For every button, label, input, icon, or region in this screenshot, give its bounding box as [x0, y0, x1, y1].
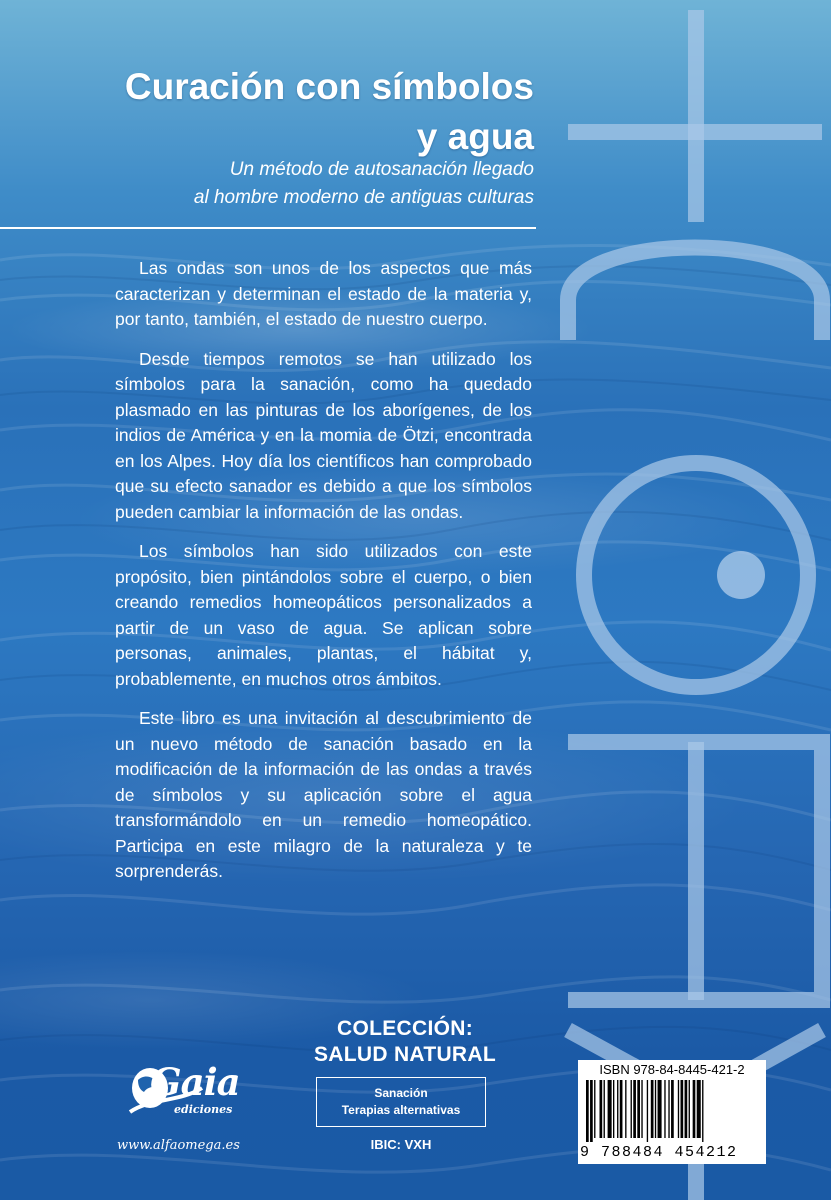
barcode-bar	[685, 1080, 688, 1138]
publisher-website: www.alfaomega.es	[117, 1138, 240, 1153]
book-subtitle	[14, 156, 534, 212]
barcode-bar	[625, 1080, 626, 1138]
category-1: Sanación	[374, 1086, 428, 1100]
subtitle-line-1: Un método de autosanación llegado	[229, 159, 534, 180]
barcode-bar	[631, 1080, 632, 1138]
barcode-bar	[658, 1080, 662, 1138]
blurb-paragraph-2: Desde tiempos remotos se han utilizado los símbolos para la sanación, como ha quedado plasmado en las pinturas de los aborígenes, de los indios de América y en la momia de Ötzi, encontrada en los Alpes. Hoy día los científicos han comprobado que su efecto sanador es debido a que los símbolos pueden cambiar la información de las ondas.	[115, 348, 532, 522]
barcode-bar	[600, 1080, 603, 1138]
barcode-bar	[617, 1080, 618, 1138]
barcode-bar	[651, 1080, 654, 1138]
subtitle-line-2: al hombre moderno de antiguas culturas	[193, 187, 534, 208]
collection-label	[282, 1016, 528, 1068]
barcode-bar	[689, 1080, 690, 1138]
barcode-bar	[637, 1080, 640, 1138]
barcode-bar	[678, 1080, 679, 1138]
barcode-bar	[671, 1080, 674, 1138]
blurb-paragraph-1: Las ondas son unos de los aspectos que más caracterizan y determinan el estado de la materia y, por tanto, también, el estado de nuestro cuerpo.	[115, 258, 532, 329]
blurb-paragraph-4: Este libro es una invitación al descubrimiento de un nuevo método de sanación basado en la modificación de la información de las ondas a través de símbolos y su aplicación sobre el agua transformándolo en un remedio homeopático. Participa en este milagro de la naturaleza y te sorprenderás.	[115, 708, 532, 881]
title-line-1: Curación con símbolos	[124, 66, 534, 107]
isbn-text: ISBN 978-84-8445-421-2	[599, 1062, 745, 1077]
publisher-logo-subtitle: ediciones	[174, 1103, 233, 1116]
barcode-bar	[668, 1080, 669, 1138]
barcode-bar	[655, 1080, 656, 1138]
blurb	[115, 256, 532, 899]
barcode-bar	[594, 1080, 595, 1138]
barcode-bar	[702, 1080, 703, 1142]
barcode-bar	[633, 1080, 636, 1138]
barcode-bar	[681, 1080, 684, 1138]
isbn-barcode	[578, 1060, 766, 1164]
barcode-bar	[697, 1080, 701, 1138]
barcode-bar	[590, 1080, 593, 1142]
blurb-paragraph-3: Los símbolos han sido utilizados con este propósito, bien pintándolos sobre el cuerpo, o bien creando remedios homeopáticos personalizados a partir de un vaso de agua. Se aplican sobre personas, animales, plantas, el hábitat y, probablemente, en muchos otros ámbitos.	[115, 541, 532, 689]
barcode-bar	[647, 1080, 648, 1142]
title-line-2: y agua	[416, 116, 534, 157]
collection-line-1: COLECCIÓN:	[337, 1017, 473, 1040]
barcode-bar	[664, 1080, 665, 1138]
barcode-bar	[604, 1080, 605, 1138]
book-title	[14, 62, 534, 162]
publisher-logo-wordmark: Gaia	[150, 1060, 240, 1104]
barcode-bar	[608, 1080, 612, 1138]
ibic-code: IBIC: VXH	[370, 1137, 432, 1152]
barcode-bars	[582, 1080, 762, 1142]
barcode-number: 9 788484 454212	[580, 1144, 738, 1161]
barcode-bar	[620, 1080, 623, 1138]
divider-line	[0, 227, 536, 229]
collection-line-2: SALUD NATURAL	[314, 1043, 496, 1066]
barcode-bar	[613, 1080, 614, 1138]
category-2: Terapias alternativas	[341, 1103, 461, 1117]
barcode-bar	[641, 1080, 642, 1138]
barcode-bar	[586, 1080, 589, 1142]
category-box	[316, 1077, 486, 1127]
barcode-bar	[693, 1080, 696, 1138]
